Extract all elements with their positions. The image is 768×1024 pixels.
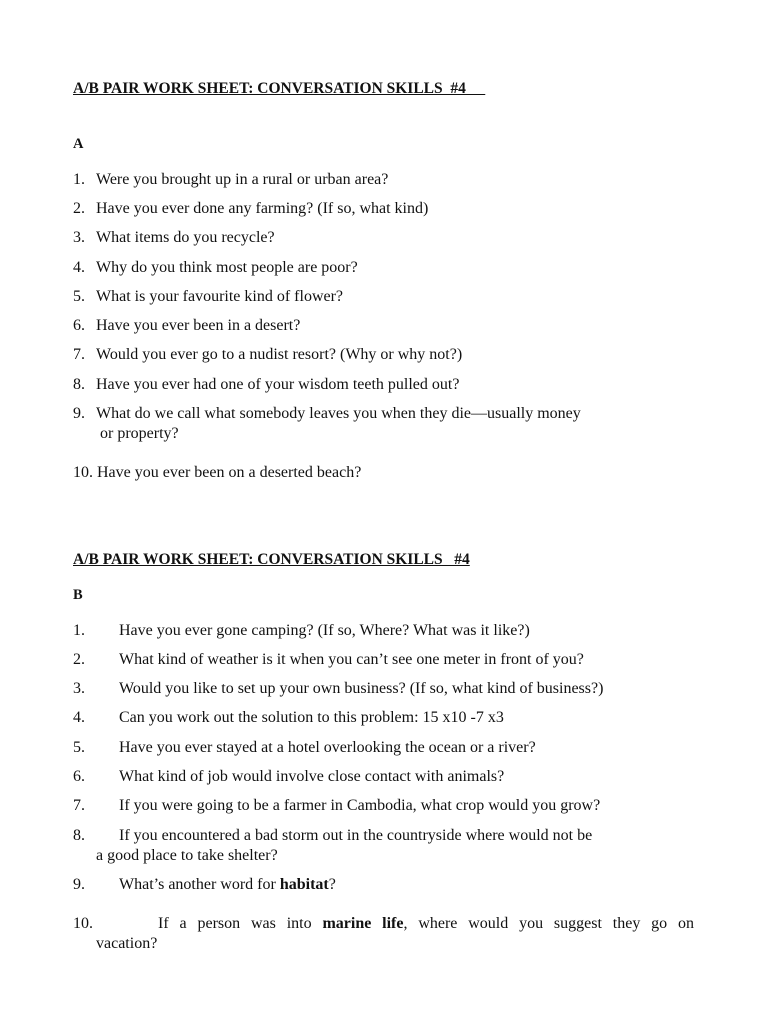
question-text-continued: or property? — [100, 425, 179, 442]
sheet-a-title: A/B PAIR WORK SHEET: CONVERSATION SKILLS #4 — [73, 80, 486, 97]
question-number: 1. — [73, 171, 85, 188]
question-number: 2. — [73, 200, 85, 217]
question-text: What’s another word for — [119, 876, 280, 893]
question-number: 4. — [73, 709, 85, 726]
question-b-2 — [73, 650, 584, 670]
question-number: 4. — [73, 259, 85, 276]
question-text: Why do you think most people are poor? — [96, 259, 358, 276]
question-b-1 — [73, 621, 530, 641]
question-a-4 — [73, 258, 358, 278]
question-keyword: habitat — [279, 876, 329, 893]
question-number: 10. — [73, 464, 93, 481]
question-b-6 — [73, 767, 504, 787]
question-b-5 — [73, 738, 536, 758]
question-text: Have you ever been in a desert? — [96, 317, 301, 334]
question-text: What do we call what somebody leaves you when they die—usually money — [96, 405, 581, 422]
question-text: If you were going to be a farmer in Cambodia, what crop would you grow? — [119, 797, 601, 814]
question-a-10 — [73, 463, 361, 483]
question-number: 6. — [73, 768, 85, 785]
question-text-continued: a good place to take shelter? — [96, 847, 278, 864]
question-number: 8. — [73, 376, 85, 393]
question-number: 7. — [73, 346, 85, 363]
question-number: 10. — [73, 915, 93, 932]
question-number: 9. — [73, 405, 85, 422]
question-number: 5. — [73, 739, 85, 756]
question-text: What kind of job would involve close contact with animals? — [119, 768, 505, 785]
question-text: What items do you recycle? — [96, 229, 275, 246]
question-a-6 — [73, 316, 300, 336]
question-a-2 — [73, 199, 428, 219]
question-text: If you encountered a bad storm out in the countryside where would not be — [119, 827, 593, 844]
question-text-end: ? — [328, 876, 336, 893]
question-a-9 — [73, 404, 581, 444]
question-a-1 — [73, 170, 388, 190]
question-b-10 — [73, 914, 694, 954]
question-text: What kind of weather is it when you can’t see one meter in front of you? — [119, 651, 584, 668]
question-text: Would you ever go to a nudist resort? (Why or why not?) — [96, 346, 463, 363]
question-line — [73, 914, 694, 934]
question-text: Were you brought up in a rural or urban area? — [96, 171, 389, 188]
question-text: Have you ever stayed at a hotel overlooking the ocean or a river? — [119, 739, 536, 756]
question-text: What is your favourite kind of flower? — [96, 288, 344, 305]
question-text: Have you ever been on a deserted beach? — [97, 464, 362, 481]
question-number: 7. — [73, 797, 85, 814]
sheet-b-label: B — [73, 587, 83, 603]
question-number: 2. — [73, 651, 85, 668]
question-text: If a person was into — [158, 915, 323, 932]
question-text: Have you ever gone camping? (If so, Where? What was it like?) — [119, 622, 530, 639]
question-a-7 — [73, 345, 462, 365]
question-b-7 — [73, 796, 600, 816]
question-keyword: marine life — [322, 915, 404, 932]
question-text: Would you like to set up your own business? (If so, what kind of business?) — [119, 680, 604, 697]
question-text: Have you ever had one of your wisdom teeth pulled out? — [96, 376, 460, 393]
question-b-4 — [73, 708, 504, 728]
question-a-5 — [73, 287, 343, 307]
question-number: 5. — [73, 288, 85, 305]
sheet-b-title: A/B PAIR WORK SHEET: CONVERSATION SKILLS #4 — [73, 551, 470, 568]
question-number: 6. — [73, 317, 85, 334]
question-text: Have you ever done any farming? (If so, what kind) — [96, 200, 429, 217]
question-number: 1. — [73, 622, 85, 639]
question-b-9 — [73, 875, 336, 895]
question-a-3 — [73, 228, 275, 248]
question-b-8 — [73, 826, 592, 866]
sheet-a-label: A — [73, 136, 84, 152]
question-text-continued: vacation? — [96, 935, 158, 952]
question-text-end: , where would you suggest they go on — [403, 915, 695, 932]
question-number: 9. — [73, 876, 85, 893]
question-number: 3. — [73, 680, 85, 697]
question-b-3 — [73, 679, 603, 699]
question-number: 8. — [73, 827, 85, 844]
question-text: Can you work out the solution to this problem: 15 x10 -7 x3 — [119, 709, 504, 726]
question-a-8 — [73, 375, 459, 395]
question-number: 3. — [73, 229, 85, 246]
